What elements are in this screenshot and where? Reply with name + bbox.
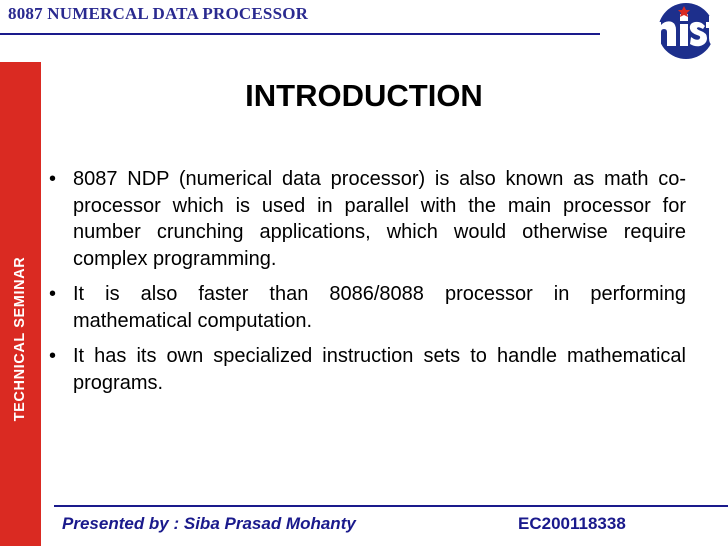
header-divider: [0, 33, 600, 35]
footer-divider: [54, 505, 728, 507]
footer-id: EC200118338: [518, 514, 626, 533]
bullet-text: 8087 NDP (numerical data processor) is also known as math co-processor which is used in parallel with the main processor for number crunching applications, which would otherwise require complex programming.: [73, 168, 686, 270]
bullet-icon: •: [49, 345, 57, 367]
bullet-item: [49, 166, 686, 272]
bullet-text: It has its own specialized instruction sets to handle mathematical programs.: [73, 345, 686, 394]
header-title: 8087 NUMERCAL DATA PROCESSOR: [8, 4, 309, 23]
bullet-text: It is also faster than 8086/8088 processor in performing mathematical computation.: [73, 283, 686, 332]
bullet-icon: •: [49, 168, 57, 190]
slide-title: [0, 78, 728, 114]
bullet-list: [49, 166, 686, 405]
technical-seminar-label: TECHNICAL SEMINAR: [12, 256, 28, 422]
slide-title-text: INTRODUCTION: [245, 78, 483, 113]
bullet-item: [49, 281, 686, 334]
bullet-icon: •: [49, 283, 57, 305]
footer-presenter: Presented by : Siba Prasad Mohanty: [62, 514, 356, 533]
nist-logo-graphic: [645, 0, 727, 60]
bullet-item: [49, 343, 686, 396]
nist-logo-icon: [645, 0, 727, 60]
left-side-bar: [0, 62, 41, 546]
